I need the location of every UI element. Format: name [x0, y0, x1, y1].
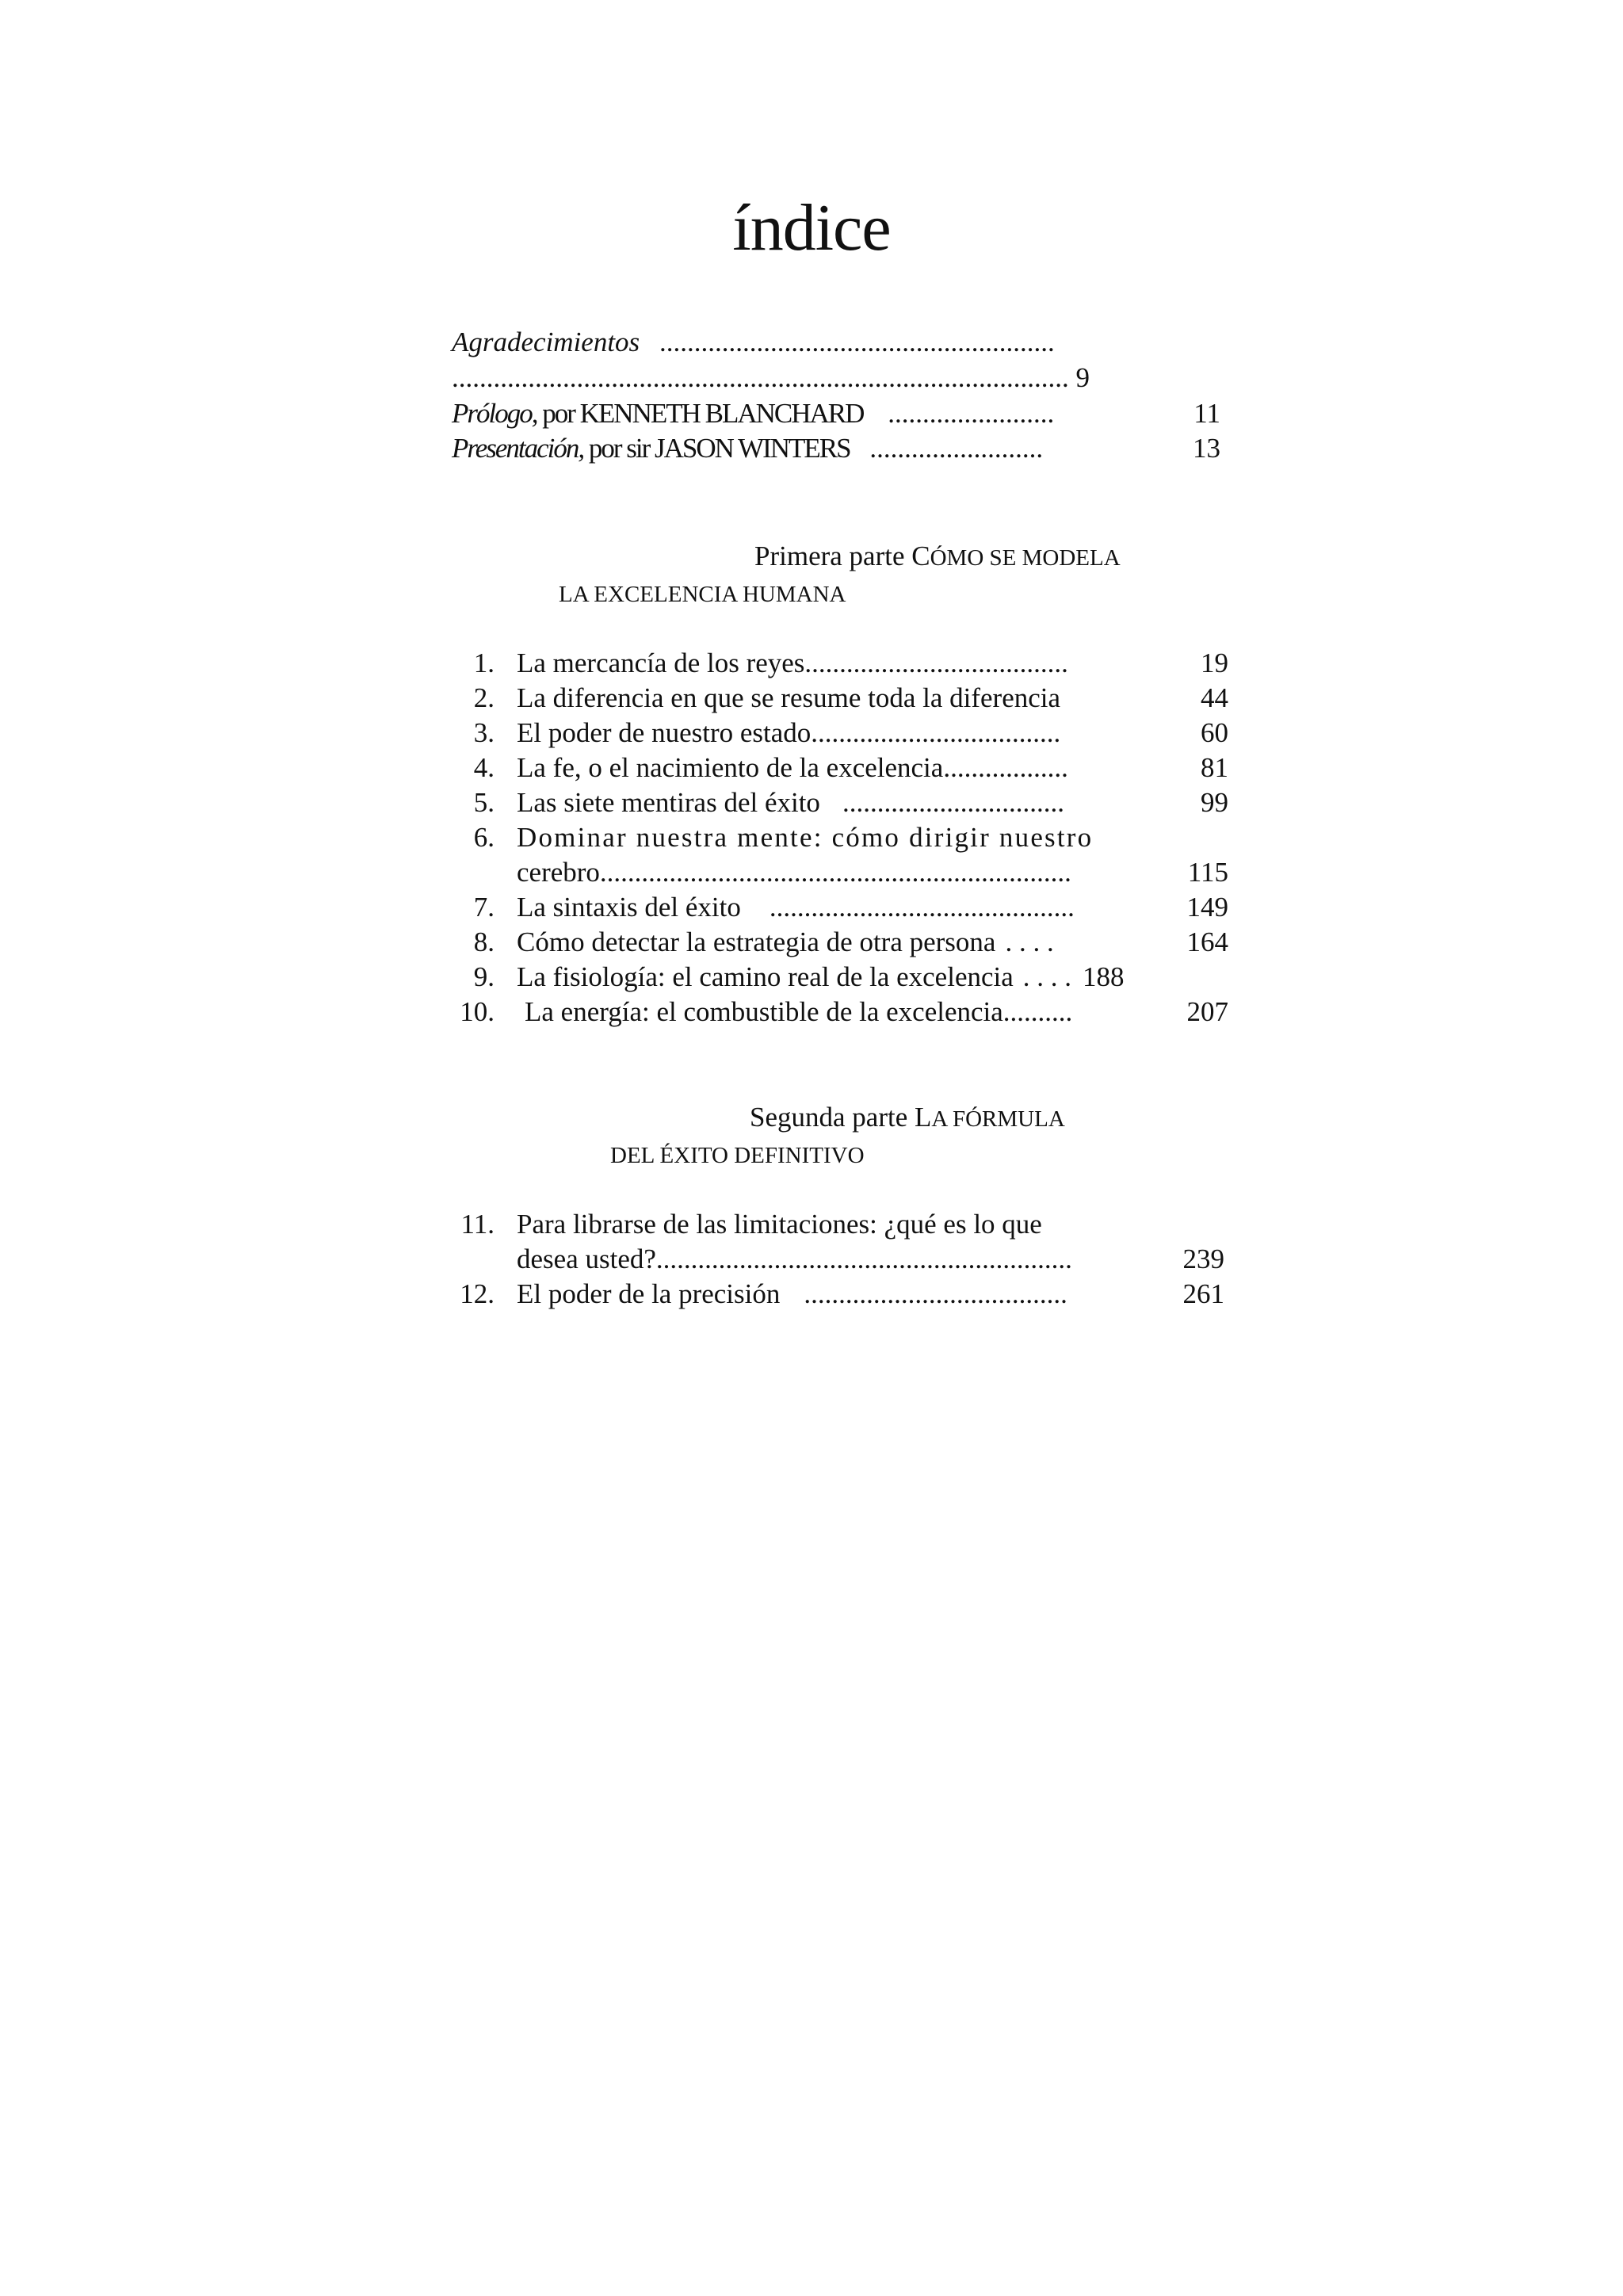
chapter-title: Cómo detectar la estrategia de otra persona	[517, 926, 996, 957]
part-label: Primera parte	[754, 541, 905, 571]
chapter-entry-continued	[517, 1242, 1072, 1277]
entry-author: KENNETH BLANCHARD	[579, 398, 864, 429]
chapter-entry	[517, 960, 1125, 995]
chapter-entry	[517, 681, 1060, 716]
page-number: 81	[1201, 752, 1228, 783]
chapter-number: 7.	[473, 892, 495, 923]
dot-leader: ....................................................................	[599, 857, 1071, 888]
page-number: 188	[1083, 961, 1125, 992]
entry-label: Prólogo,	[452, 398, 537, 429]
page-number: 261	[1182, 1278, 1224, 1309]
part-heading-line-2: DEL ÉXITO DEFINITIVO	[610, 1143, 865, 1168]
entry-author: JASON WINTERS	[655, 433, 850, 464]
chapter-entry	[517, 925, 1054, 960]
page-number: 99	[1201, 787, 1228, 818]
chapter-number: 8.	[473, 926, 495, 957]
chapter-title: El poder de la precisión	[517, 1278, 781, 1309]
chapter-title: La fe, o el nacimiento de la excelencia	[517, 752, 944, 783]
entry-label: Agradecimientos	[452, 327, 640, 357]
chapter-number: 4.	[473, 752, 495, 783]
page-number: 19	[1201, 648, 1228, 678]
part-title-initial: L	[914, 1102, 932, 1133]
front-matter-item-presentacion	[452, 431, 1043, 466]
dot-leader: .........................................................	[659, 327, 1055, 357]
chapter-title: La energía: el combustible de la excelencia	[525, 996, 1003, 1027]
chapter-title: Las siete mentiras del éxito	[517, 787, 820, 818]
chapter-title-continued: cerebro	[517, 857, 600, 888]
chapter-entry	[525, 995, 1072, 1030]
chapter-number: 2.	[473, 682, 495, 713]
chapter-entry	[517, 1277, 1067, 1312]
chapter-entry	[517, 785, 1064, 820]
entry-author-prefix: por sir	[588, 433, 650, 464]
dot-leader-with-page: ......................................................................................... 9	[452, 362, 1090, 393]
chapter-title: El poder de nuestro estado	[517, 717, 812, 748]
dot-leader: ......................................	[804, 1278, 1067, 1309]
chapter-number: 10.	[460, 996, 495, 1027]
page-number: 207	[1186, 996, 1228, 1027]
chapter-number: 5.	[473, 787, 495, 818]
part-label: Segunda parte	[750, 1102, 908, 1133]
chapter-number: 6.	[473, 822, 495, 853]
part-title-initial: C	[911, 541, 930, 571]
dot-leader: ......................................	[804, 648, 1068, 678]
chapter-title: La mercancía de los reyes	[517, 648, 805, 678]
page-title: índice	[732, 191, 891, 265]
chapter-number: 12.	[460, 1278, 495, 1309]
page-number: 44	[1201, 682, 1228, 713]
part-heading-line-1	[754, 539, 1121, 575]
front-matter-item-prologo	[452, 396, 1054, 431]
front-matter-item-agradecimientos	[452, 325, 1055, 360]
page-number: 164	[1186, 926, 1228, 957]
dot-leader: ............................................................	[655, 1244, 1072, 1274]
chapter-entry: Dominar nuestra mente: cómo dirigir nuestro	[517, 822, 1094, 853]
part-heading-line-2: LA EXCELENCIA HUMANA	[559, 582, 846, 607]
front-matter-item-agradecimientos-continued	[452, 361, 1090, 395]
dot-leader: ..........	[1002, 996, 1073, 1027]
chapter-title: La sintaxis del éxito	[517, 892, 741, 923]
page-number: 115	[1187, 857, 1228, 888]
chapter-number: 9.	[473, 961, 495, 992]
page-number: 13	[1193, 433, 1220, 464]
chapter-title: La fisiología: el camino real de la excelencia	[517, 961, 1014, 992]
dot-leader: ........................	[888, 398, 1055, 429]
chapter-entry	[517, 646, 1068, 681]
entry-author-prefix: por	[542, 398, 575, 429]
chapter-title-continued: desea usted?	[517, 1244, 656, 1274]
page-number: 239	[1182, 1244, 1224, 1274]
page-number: 11	[1193, 398, 1220, 429]
dot-leader: . . . .	[1022, 961, 1072, 992]
chapter-entry-continued	[517, 855, 1071, 890]
dot-leader: . . . .	[1005, 926, 1054, 957]
page-number: 60	[1201, 717, 1228, 748]
chapter-entry	[517, 751, 1068, 785]
chapter-entry	[517, 890, 1075, 925]
part-title-rest: A FÓRMULA	[931, 1106, 1065, 1132]
dot-leader: ....................................	[811, 717, 1061, 748]
dot-leader: ................................	[842, 787, 1064, 818]
chapter-entry: Para librarse de las limitaciones: ¿qué es lo que	[517, 1209, 1042, 1240]
chapter-number: 11.	[460, 1209, 495, 1240]
chapter-entry	[517, 716, 1060, 751]
dot-leader: .........................	[869, 433, 1044, 464]
part-title-rest: ÓMO SE MODELA	[930, 545, 1121, 571]
page-number: 149	[1186, 892, 1228, 923]
chapter-number: 1.	[473, 648, 495, 678]
entry-label: Presentación,	[452, 433, 584, 464]
dot-leader: ..................	[943, 752, 1068, 783]
part-heading-line-1	[750, 1100, 1065, 1137]
dot-leader: ............................................	[769, 892, 1075, 923]
chapter-number: 3.	[473, 717, 495, 748]
chapter-title: La diferencia en que se resume toda la diferencia	[517, 682, 1061, 713]
